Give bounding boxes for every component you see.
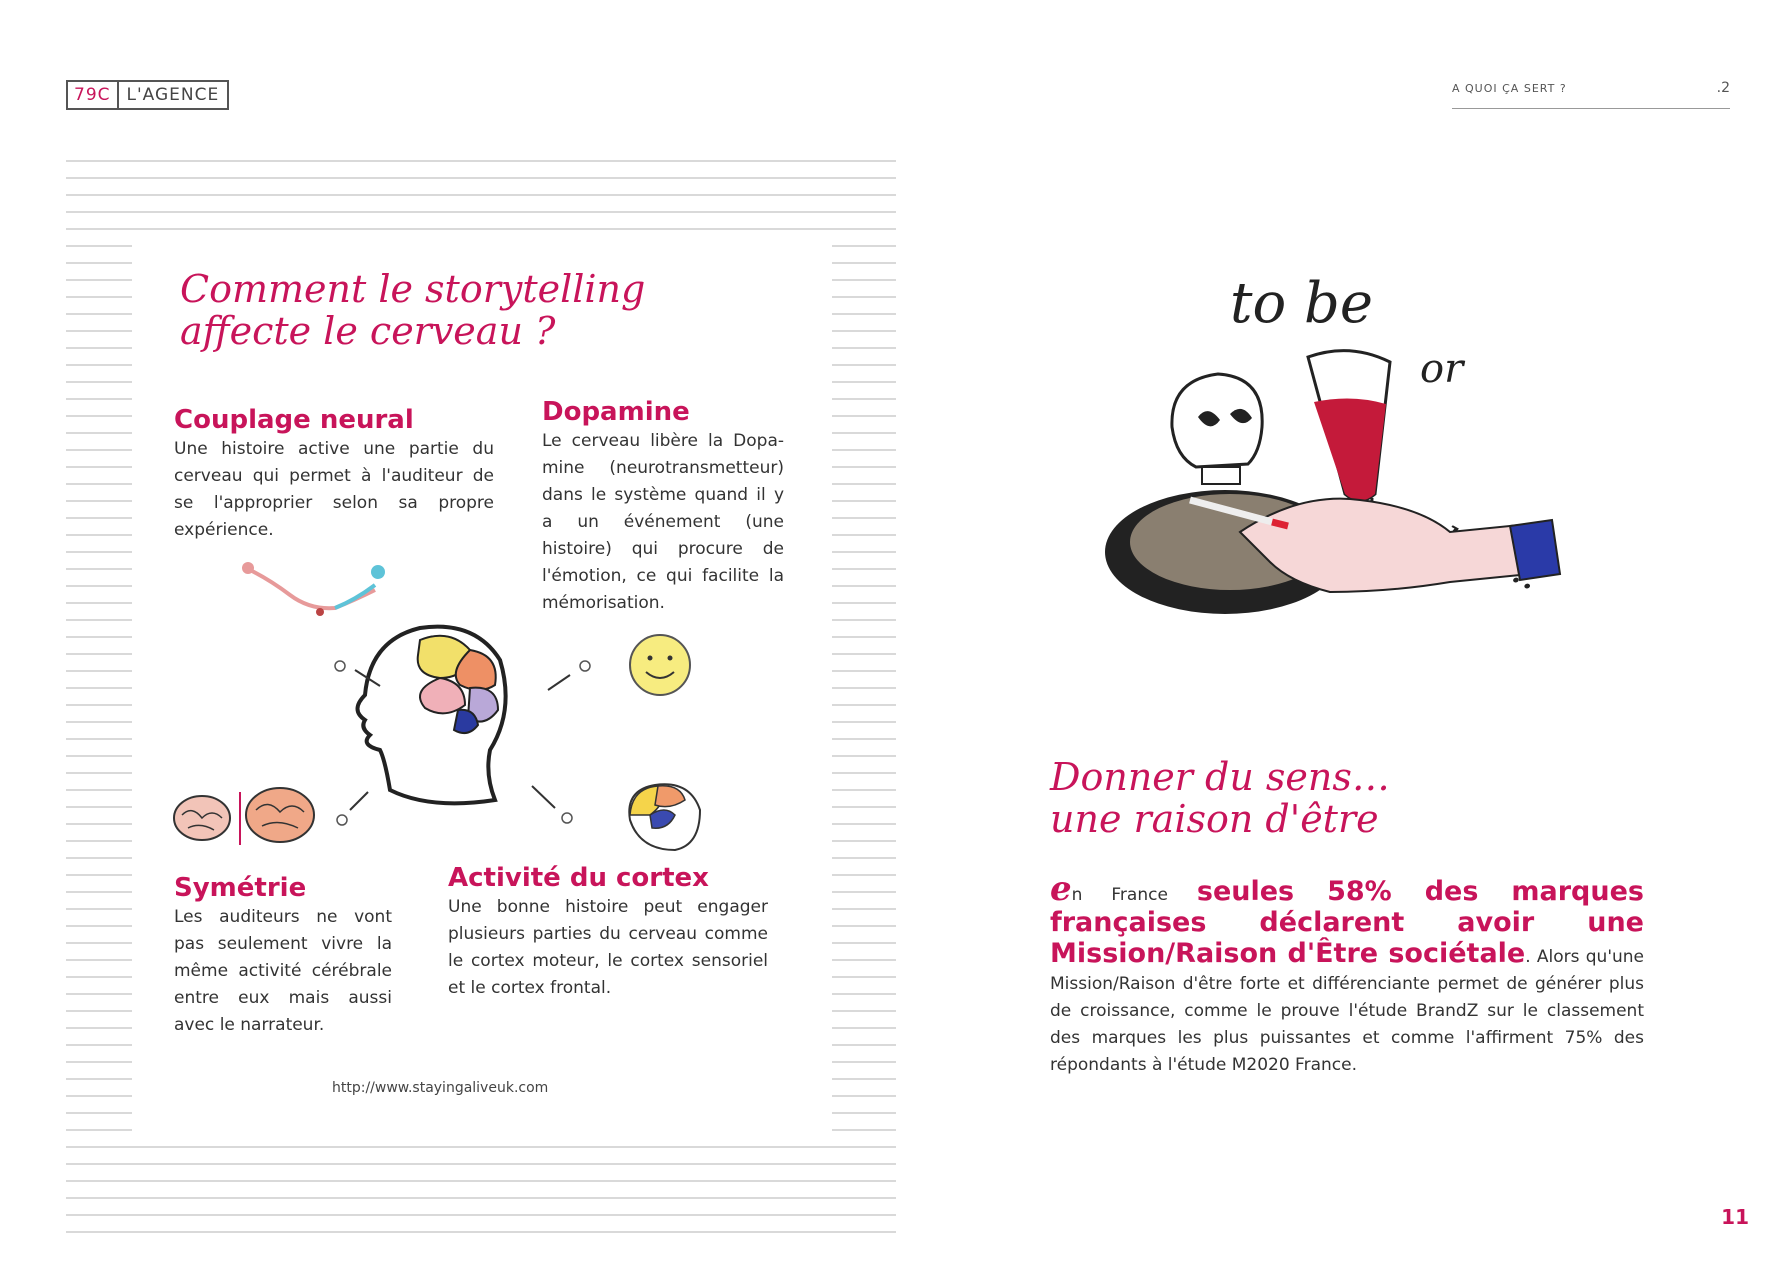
two-brains-drawing (174, 788, 314, 845)
block-text: Une bonne histoire peut engager plusieurs parties du cerveau comme le cortex moteur, le cortex sensoriel et le cortex frontal. (448, 897, 768, 998)
left-title-line1: Comment le storytelling (180, 267, 646, 311)
block-heading: Activité du cortex (448, 863, 709, 893)
to-be-illustration (1090, 262, 1610, 662)
section-header (1452, 80, 1730, 109)
right-paragraph (1050, 869, 1645, 1079)
neuron-drawing (242, 562, 385, 616)
right-title-line1: Donner du sens… (1050, 755, 1390, 799)
right-title (1050, 756, 1650, 840)
block-couplage-neural (174, 404, 494, 544)
right-title-line2: une raison d'être (1050, 797, 1379, 841)
skull-drawing (1172, 374, 1262, 484)
drop-letter: e (1050, 869, 1072, 909)
logo-code: 79C (68, 82, 119, 108)
page-marker: .2 (1716, 80, 1730, 96)
block-activite-cortex (448, 862, 768, 1002)
block-symetrie (174, 872, 392, 1039)
left-title-line2: affecte le cerveau ? (180, 309, 556, 353)
smiley-drawing (630, 635, 690, 695)
block-text: Le cerveau libère la Dopa-mine (neurotransmetteur) dans le système quand il y a un événement (une histoire) qui procure de l'émotion, ce qui facilite la mémorisation. (542, 431, 784, 613)
head-brain-drawing (358, 627, 506, 804)
lead-highlight: seules 58% des marques françaises déclarent avoir une Mission/Raison d'Être sociétale (1050, 876, 1644, 969)
block-heading: Dopamine (542, 397, 690, 427)
left-title (180, 268, 780, 352)
section-label: A QUOI ÇA SERT ? (1452, 82, 1567, 95)
brain-illustration (170, 560, 710, 860)
handwritten-or: or (1420, 346, 1464, 392)
cortex-brain-drawing (629, 784, 700, 850)
block-text: Une histoire active une partie du cerveau qui permet à l'auditeur de se l'approprier selon sa propre expérience. (174, 439, 494, 540)
block-text: Les auditeurs ne vont pas seulement vivre la même activité cérébrale entre eux mais aussi avec le narrateur. (174, 907, 392, 1035)
handwritten-to-be: to be (1230, 271, 1374, 336)
paragraph-body: . Alors qu'une Mission/Raison d'être forte et différenciante permet de générer plus de croissance, comme le prouve l'étude BrandZ sur le classement des marques les plus puissantes et comme l'affirment 75% des répondants à l'étude M2020 France. (1050, 947, 1645, 1075)
block-heading: Symétrie (174, 873, 307, 903)
block-heading: Couplage neural (174, 405, 414, 435)
page-number: 11 (1721, 1205, 1749, 1229)
agency-logo (66, 80, 229, 110)
source-credit: http://www.stayingaliveuk.com (332, 1080, 549, 1096)
logo-name: L'AGENCE (126, 85, 220, 105)
lead-small-text: n France (1071, 885, 1197, 905)
